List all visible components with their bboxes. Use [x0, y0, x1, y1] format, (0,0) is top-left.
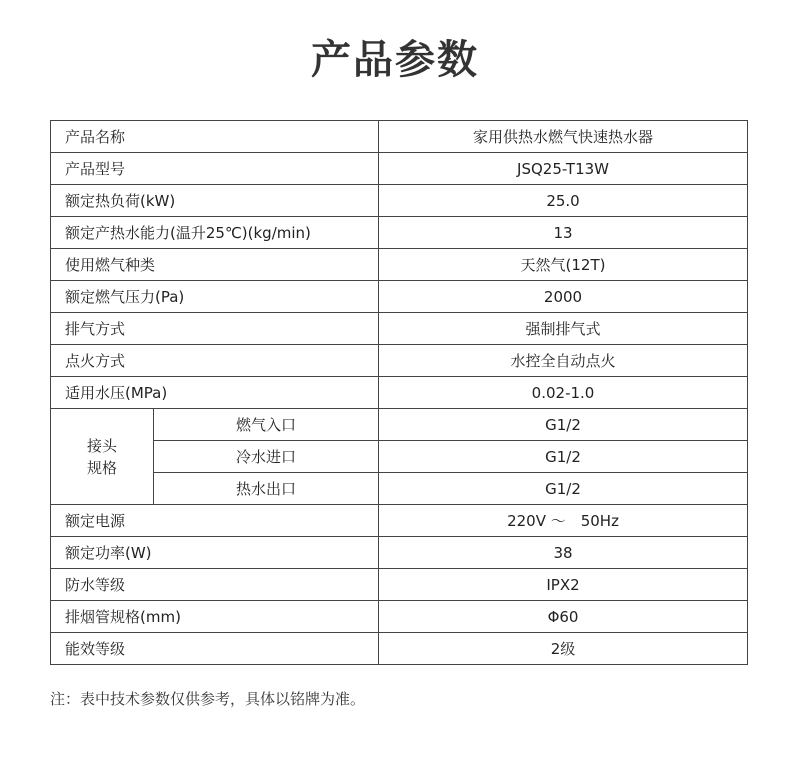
row-label: 点火方式	[51, 345, 379, 377]
row-value: 2000	[379, 281, 748, 313]
row-label: 排气方式	[51, 313, 379, 345]
row-label: 额定产热水能力(温升25℃)(kg/min)	[51, 217, 379, 249]
connector-group-label	[51, 409, 154, 505]
table-row	[51, 537, 748, 569]
row-value: 220V ～ 50Hz	[379, 505, 748, 537]
table-row	[51, 249, 748, 281]
table-row	[51, 601, 748, 633]
row-label: 使用燃气种类	[51, 249, 379, 281]
table-row	[51, 569, 748, 601]
table-row	[51, 441, 748, 473]
row-value: 家用供热水燃气快速热水器	[379, 121, 748, 153]
row-value: IPX2	[379, 569, 748, 601]
row-label: 适用水压(MPa)	[51, 377, 379, 409]
connector-label: 热水出口	[154, 473, 379, 505]
connector-label: 冷水进口	[154, 441, 379, 473]
spec-table	[50, 120, 748, 665]
table-row	[51, 473, 748, 505]
row-value: 2级	[379, 633, 748, 665]
connector-label: 燃气入口	[154, 409, 379, 441]
table-row	[51, 409, 748, 441]
table-row	[51, 153, 748, 185]
row-value: 25.0	[379, 185, 748, 217]
table-row	[51, 505, 748, 537]
connector-group-label-line: 接头	[86, 436, 117, 455]
row-label: 防水等级	[51, 569, 379, 601]
row-label: 产品型号	[51, 153, 379, 185]
table-row	[51, 185, 748, 217]
row-value: 强制排气式	[379, 313, 748, 345]
table-row	[51, 217, 748, 249]
row-label: 能效等级	[51, 633, 379, 665]
table-row	[51, 121, 748, 153]
row-value: 水控全自动点火	[379, 345, 748, 377]
table-row	[51, 313, 748, 345]
connector-value: G1/2	[379, 473, 748, 505]
table-row	[51, 633, 748, 665]
connector-value: G1/2	[379, 441, 748, 473]
row-label: 排烟管规格(mm)	[51, 601, 379, 633]
connector-group-label-line: 规格	[86, 458, 117, 477]
row-value: 13	[379, 217, 748, 249]
row-value: 0.02-1.0	[379, 377, 748, 409]
footnote: 注：表中技术参数仅供参考，具体以铭牌为准。	[50, 690, 366, 708]
table-row	[51, 281, 748, 313]
row-value: JSQ25-T13W	[379, 153, 748, 185]
connector-value: G1/2	[379, 409, 748, 441]
row-label: 额定功率(W)	[51, 537, 379, 569]
row-value: 38	[379, 537, 748, 569]
row-label: 额定燃气压力(Pa)	[51, 281, 379, 313]
table-row	[51, 345, 748, 377]
table-row	[51, 377, 748, 409]
row-label: 额定电源	[51, 505, 379, 537]
row-label: 额定热负荷(kW)	[51, 185, 379, 217]
page-title: 产品参数	[311, 37, 479, 83]
row-value: 天然气(12T)	[379, 249, 748, 281]
row-label: 产品名称	[51, 121, 379, 153]
row-value: Φ60	[379, 601, 748, 633]
